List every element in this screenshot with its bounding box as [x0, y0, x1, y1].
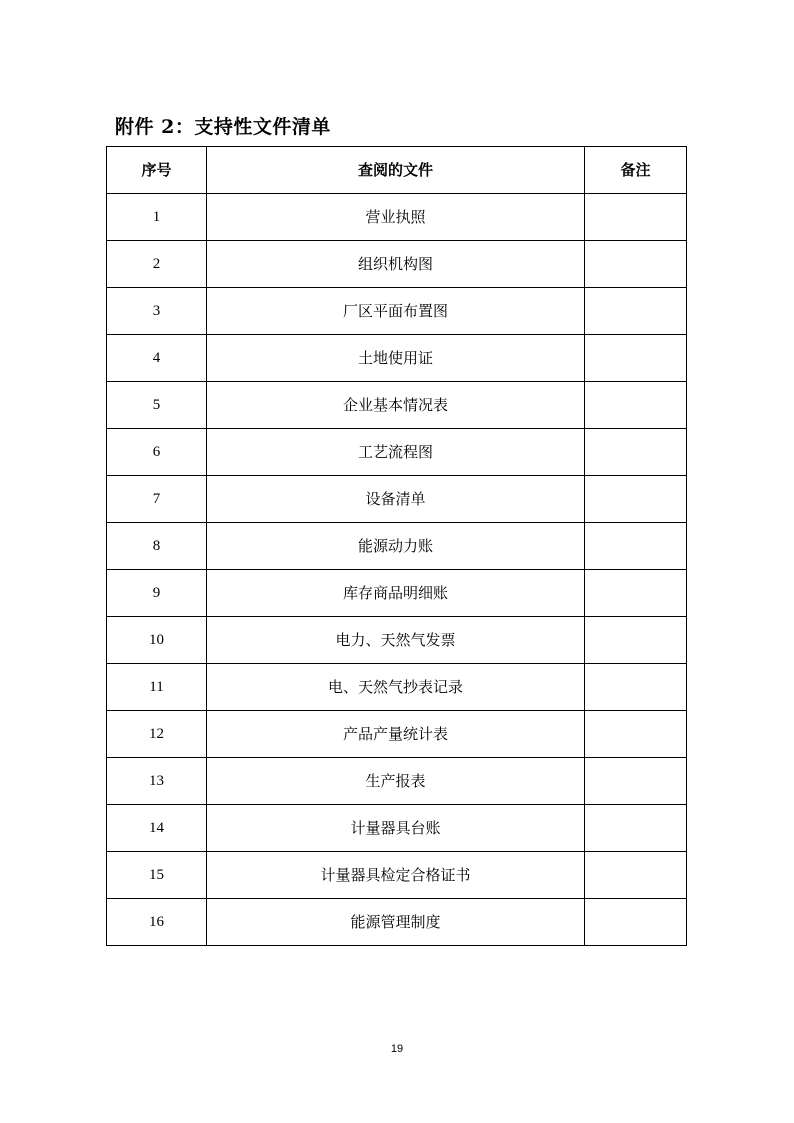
note-cell: [585, 288, 687, 335]
serial-number-cell: 7: [107, 476, 207, 523]
table-row: [107, 288, 687, 335]
serial-number-cell: 3: [107, 288, 207, 335]
table-row: [107, 429, 687, 476]
table-row: [107, 382, 687, 429]
serial-number-cell: 10: [107, 617, 207, 664]
serial-number-cell: 8: [107, 523, 207, 570]
table-row: [107, 476, 687, 523]
serial-number-cell: 1: [107, 194, 207, 241]
note-cell: [585, 805, 687, 852]
serial-number-cell: 16: [107, 899, 207, 946]
document-cell: 组织机构图: [207, 241, 585, 288]
note-cell: [585, 617, 687, 664]
serial-number-cell: 15: [107, 852, 207, 899]
table-row: [107, 899, 687, 946]
document-cell: 能源管理制度: [207, 899, 585, 946]
attachment-heading: 附件 2：支持性文件清单: [115, 116, 331, 138]
serial-number-cell: 12: [107, 711, 207, 758]
supporting-documents-table: [106, 146, 687, 946]
note-cell: [585, 711, 687, 758]
note-cell: [585, 194, 687, 241]
document-cell: 电、天然气抄表记录: [207, 664, 585, 711]
document-cell: 库存商品明细账: [207, 570, 585, 617]
document-cell: 生产报表: [207, 758, 585, 805]
table-row: [107, 241, 687, 288]
table-row: [107, 805, 687, 852]
header-note: 备注: [585, 147, 687, 194]
serial-number-cell: 6: [107, 429, 207, 476]
table-row: [107, 570, 687, 617]
document-cell: 计量器具检定合格证书: [207, 852, 585, 899]
document-cell: 设备清单: [207, 476, 585, 523]
document-cell: 能源动力账: [207, 523, 585, 570]
note-cell: [585, 241, 687, 288]
document-cell: 企业基本情况表: [207, 382, 585, 429]
table-row: [107, 852, 687, 899]
serial-number-cell: 9: [107, 570, 207, 617]
header-document: 查阅的文件: [207, 147, 585, 194]
serial-number-cell: 2: [107, 241, 207, 288]
table-row: [107, 758, 687, 805]
page-number: 19: [390, 1043, 404, 1055]
note-cell: [585, 382, 687, 429]
document-cell: 土地使用证: [207, 335, 585, 382]
note-cell: [585, 335, 687, 382]
document-cell: 产品产量统计表: [207, 711, 585, 758]
table-row: [107, 711, 687, 758]
note-cell: [585, 570, 687, 617]
document-cell: 工艺流程图: [207, 429, 585, 476]
document-cell: 厂区平面布置图: [207, 288, 585, 335]
serial-number-cell: 5: [107, 382, 207, 429]
note-cell: [585, 429, 687, 476]
serial-number-cell: 13: [107, 758, 207, 805]
table-row: [107, 523, 687, 570]
serial-number-cell: 4: [107, 335, 207, 382]
table-row: [107, 617, 687, 664]
note-cell: [585, 523, 687, 570]
serial-number-cell: 14: [107, 805, 207, 852]
document-cell: 营业执照: [207, 194, 585, 241]
document-cell: 电力、天然气发票: [207, 617, 585, 664]
note-cell: [585, 899, 687, 946]
note-cell: [585, 476, 687, 523]
header-serial-number: 序号: [107, 147, 207, 194]
table-header-row: [107, 147, 687, 194]
document-cell: 计量器具台账: [207, 805, 585, 852]
table-row: [107, 335, 687, 382]
serial-number-cell: 11: [107, 664, 207, 711]
note-cell: [585, 664, 687, 711]
note-cell: [585, 852, 687, 899]
table-row: [107, 194, 687, 241]
note-cell: [585, 758, 687, 805]
table-row: [107, 664, 687, 711]
